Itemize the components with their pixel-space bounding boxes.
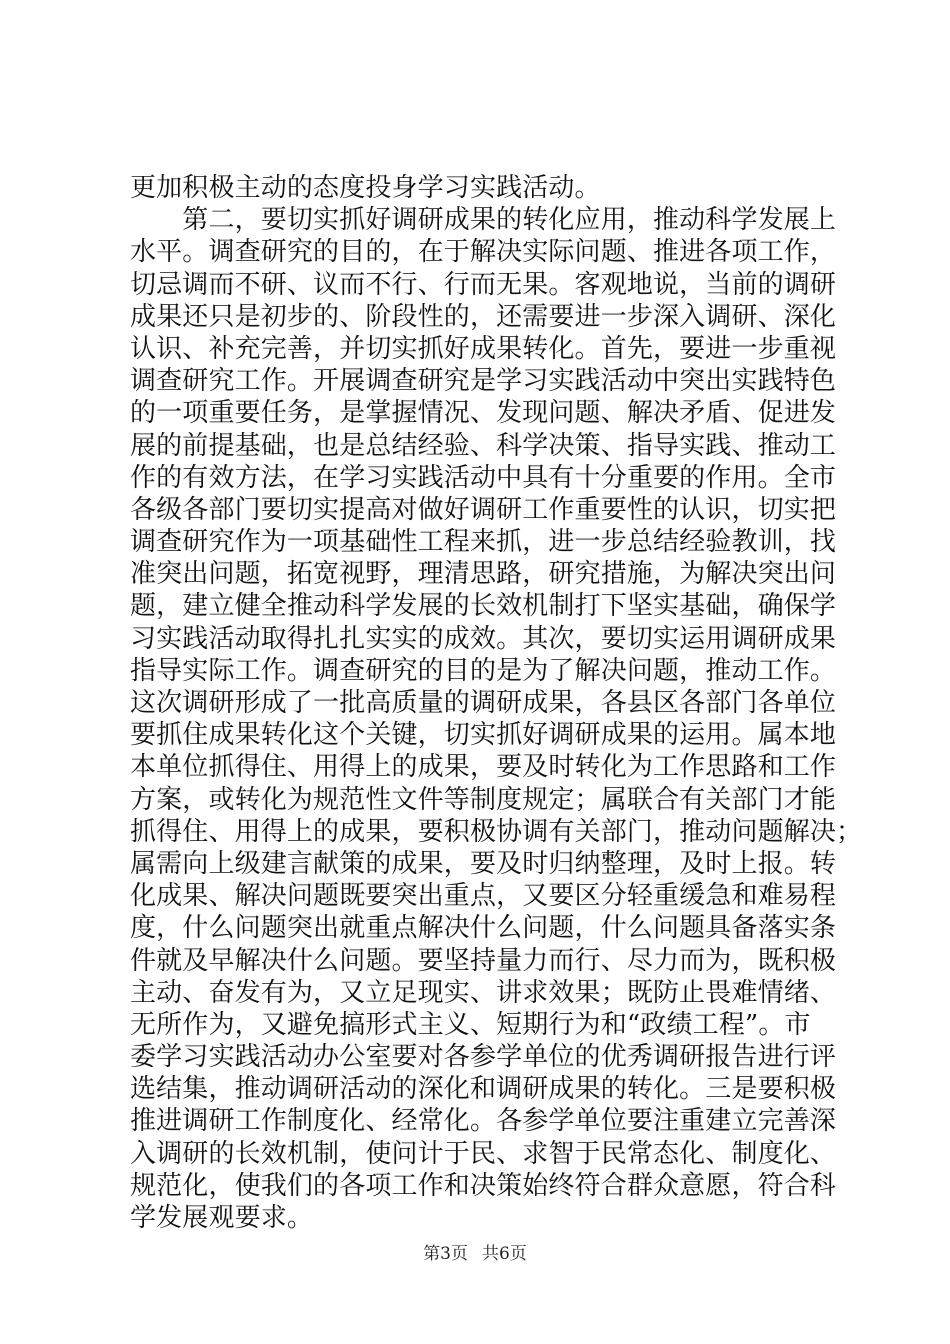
page-total: 共6页 — [482, 1244, 527, 1264]
text-line: 度，什么问题突出就重点解决什么问题，什么问题具备落实条 — [130, 913, 837, 944]
text-line: 件就及早解决什么问题。要坚持量力而行、尽力而为，既积极 — [130, 945, 837, 976]
text-line: 调查研究作为一项基础性工程来抓，进一步总结经验教训，找 — [130, 527, 837, 558]
text-line: 推进调研工作制度化、经常化。各参学单位要注重建立完善深 — [130, 1106, 837, 1137]
text-line: 水平。调查研究的目的，在于解决实际问题、推进各项工作， — [130, 237, 837, 268]
text-line: 第二，要切实抓好调研成果的转化应用，推动科学发展上 — [130, 205, 837, 236]
text-line: 认识、补充完善，并切实抓好成果转化。首先，要进一步重视 — [130, 333, 837, 364]
text-line: 切忌调而不研、议而不行、行而无果。客观地说，当前的调研 — [130, 269, 837, 300]
text-line: 属需向上级建言献策的成果，要及时归纳整理，及时上报。转 — [130, 848, 837, 879]
text-line: 要抓住成果转化这个关键，切实抓好调研成果的运用。属本地 — [130, 720, 837, 751]
text-line: 规范化，使我们的各项工作和决策始终符合群众意愿，符合科 — [130, 1170, 837, 1201]
text-line: 无所作为，又避免搞形式主义、短期行为和“政绩工程”。市 — [130, 1009, 811, 1040]
text-line: 的一项重要任务，是掌握情况、发现问题、解决矛盾、促进发 — [130, 398, 837, 429]
text-line: 主动、奋发有为，又立足现实、讲求效果；既防止畏难情绪、 — [130, 977, 837, 1008]
page-number: 第3页 — [423, 1244, 468, 1264]
text-line: 指导实际工作。调查研究的目的是为了解决问题，推动工作。 — [130, 655, 837, 686]
text-line: 各级各部门要切实提高对做好调研工作重要性的认识，切实把 — [130, 494, 837, 525]
text-line: 选结集，推动调研活动的深化和调研成果的转化。三是要积极 — [130, 1074, 837, 1105]
text-line: 抓得住、用得上的成果，要积极协调有关部门，推动问题解决； — [130, 816, 863, 847]
text-line: 入调研的长效机制，使问计于民、求智于民常态化、制度化、 — [130, 1138, 837, 1169]
text-line: 学发展观要求。 — [130, 1203, 314, 1233]
page-footer — [0, 1243, 950, 1265]
text-line: 题，建立健全推动科学发展的长效机制打下坚实基础，确保学 — [130, 591, 837, 622]
text-line: 更加积极主动的态度投身学习实践活动。 — [130, 173, 601, 203]
text-line: 这次调研形成了一批高质量的调研成果，各县区各部门各单位 — [130, 688, 837, 718]
text-line: 本单位抓得住、用得上的成果，要及时转化为工作思路和工作 — [130, 752, 837, 783]
text-line: 方案，或转化为规范性文件等制度规定；属联合有关部门才能 — [130, 784, 837, 815]
body-text — [130, 172, 863, 1234]
text-line: 作的有效方法，在学习实践活动中具有十分重要的作用。全市 — [130, 462, 837, 493]
text-line: 准突出问题，拓宽视野，理清思路，研究措施，为解决突出问 — [130, 559, 837, 590]
text-line: 展的前提基础，也是总结经验、科学决策、指导实践、推动工 — [130, 430, 837, 461]
text-line: 调查研究工作。开展调查研究是学习实践活动中突出实践特色 — [130, 366, 837, 397]
text-line: 委学习实践活动办公室要对各参学单位的优秀调研报告进行评 — [130, 1042, 837, 1073]
text-line: 成果还只是初步的、阶段性的，还需要进一步深入调研、深化 — [130, 301, 837, 332]
text-line: 习实践活动取得扎扎实实的成效。其次，要切实运用调研成果 — [130, 623, 837, 654]
text-line: 化成果、解决问题既要突出重点，又要区分轻重缓急和难易程 — [130, 881, 837, 912]
